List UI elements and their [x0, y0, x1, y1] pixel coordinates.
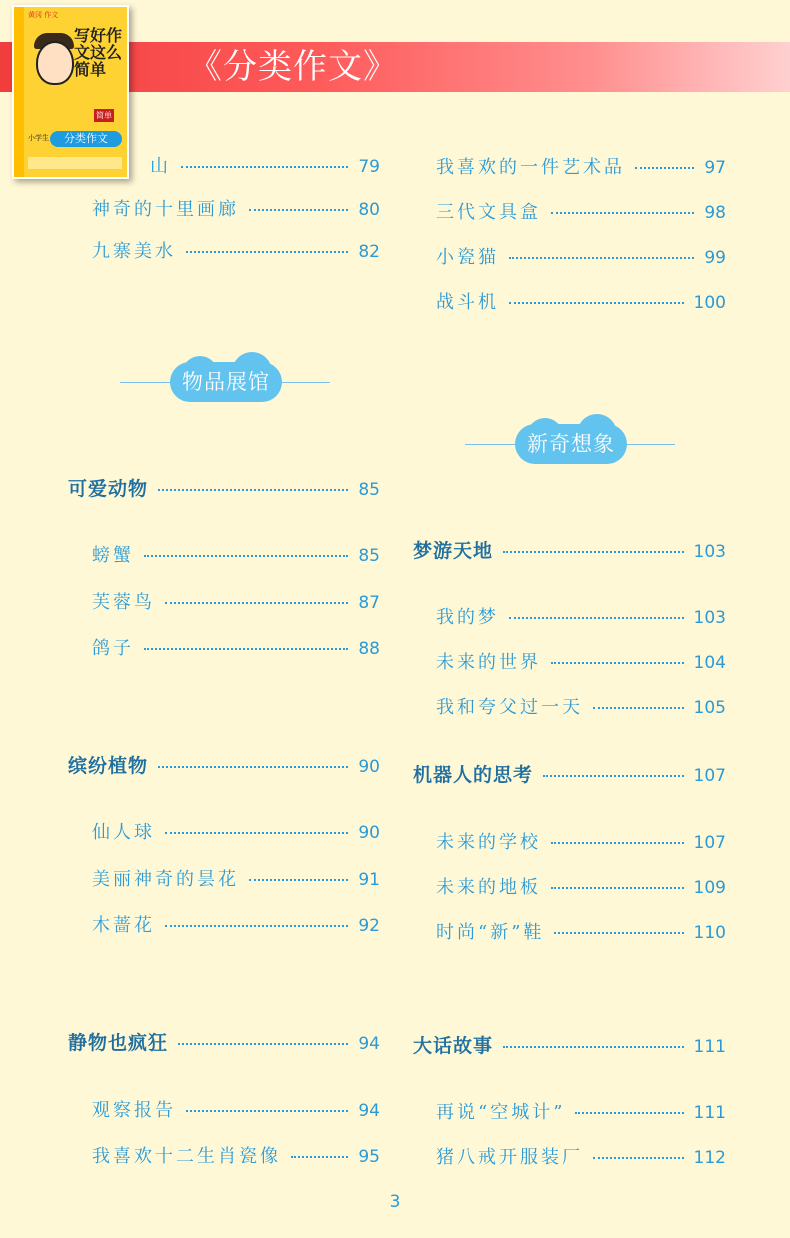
entry-title: 木蔷花	[92, 915, 155, 936]
entry-page: 100	[693, 293, 726, 313]
entry-page: 99	[704, 248, 726, 268]
dot-leader	[551, 662, 684, 664]
dot-leader	[503, 1046, 684, 1048]
dot-leader	[551, 842, 684, 844]
entry-page: 107	[693, 833, 726, 853]
toc-entry[interactable]	[150, 152, 380, 178]
book-cover-image	[12, 5, 129, 179]
book-badge: 简单	[96, 111, 112, 120]
toc-entry[interactable]	[92, 634, 380, 660]
dot-leader	[291, 1156, 348, 1158]
entry-page: 103	[693, 608, 726, 628]
entry-title: 九寨美水	[92, 241, 176, 262]
toc-entry[interactable]	[436, 1098, 726, 1124]
section-line	[120, 382, 174, 383]
dot-leader	[593, 1157, 684, 1159]
book-spine	[14, 7, 24, 177]
toc-entry[interactable]	[436, 918, 726, 944]
toc-entry[interactable]	[92, 1142, 380, 1168]
toc-category[interactable]	[68, 1028, 380, 1055]
entry-title: 我喜欢的一件艺术品	[436, 157, 625, 178]
dot-leader	[509, 302, 684, 304]
book-bottom-strip	[28, 157, 122, 169]
entry-title: 仙人球	[92, 822, 155, 843]
entry-title: 神奇的十里画廊	[92, 199, 239, 220]
toc-category[interactable]	[413, 1031, 726, 1058]
toc-entry[interactable]	[92, 911, 380, 937]
section-header-left	[120, 350, 330, 406]
page-number: 3	[389, 1192, 401, 1212]
entry-title: 未来的学校	[436, 832, 541, 853]
entry-title: 小瓷猫	[436, 247, 499, 268]
toc-entry[interactable]	[436, 873, 726, 899]
banner-title: 《分类作文》	[188, 47, 398, 87]
toc-entry[interactable]	[436, 603, 726, 629]
category-page: 85	[358, 480, 380, 500]
toc-entry[interactable]	[436, 153, 726, 179]
category-page: 111	[693, 1037, 726, 1057]
dot-leader	[635, 167, 694, 169]
entry-title: 我喜欢十二生肖瓷像	[92, 1146, 281, 1167]
dot-leader	[593, 707, 684, 709]
cartoon-face-icon	[36, 41, 74, 85]
dot-leader	[249, 209, 348, 211]
entry-title: 三代文具盒	[436, 202, 541, 223]
toc-entry[interactable]	[92, 588, 380, 614]
dot-leader	[165, 832, 348, 834]
entry-page: 87	[358, 593, 380, 613]
toc-category[interactable]	[68, 751, 380, 778]
entry-title: 战斗机	[436, 292, 499, 313]
book-top-text: 黄冈 作文	[28, 11, 59, 19]
section-title: 物品展馆	[182, 370, 270, 394]
entry-page: 105	[693, 698, 726, 718]
entry-title: 鸽子	[92, 638, 134, 659]
entry-page: 88	[358, 639, 380, 659]
section-line	[621, 444, 675, 445]
dot-leader	[181, 166, 348, 168]
entry-page: 109	[693, 878, 726, 898]
entry-page: 92	[358, 916, 380, 936]
category-page: 90	[358, 757, 380, 777]
entry-title: 我的梦	[436, 607, 499, 628]
toc-entry[interactable]	[436, 243, 726, 269]
dot-leader	[509, 617, 684, 619]
category-page: 107	[693, 766, 726, 786]
entry-page: 79	[358, 157, 380, 177]
toc-entry[interactable]	[436, 288, 726, 314]
dot-leader	[165, 602, 348, 604]
category-title: 梦游天地	[413, 540, 494, 562]
dot-leader	[144, 648, 348, 650]
toc-entry[interactable]	[436, 198, 726, 224]
entry-page: 90	[358, 823, 380, 843]
entry-title: 芙蓉鸟	[92, 592, 155, 613]
toc-category[interactable]	[68, 474, 380, 501]
dot-leader	[554, 932, 683, 934]
toc-entry[interactable]	[436, 648, 726, 674]
entry-page: 98	[704, 203, 726, 223]
book-headline: 写好作文这么简单	[74, 26, 123, 79]
entry-page: 95	[358, 1147, 380, 1167]
dot-leader	[186, 1110, 348, 1112]
toc-entry[interactable]	[92, 541, 380, 567]
dot-leader	[165, 925, 348, 927]
entry-title: 螃蟹	[92, 545, 134, 566]
dot-leader	[158, 766, 348, 768]
dot-leader	[575, 1112, 683, 1114]
toc-entry[interactable]	[92, 195, 380, 221]
entry-page: 104	[693, 653, 726, 673]
category-page: 103	[693, 542, 726, 562]
toc-entry[interactable]	[92, 237, 380, 263]
entry-page: 112	[693, 1148, 726, 1168]
dot-leader	[249, 879, 348, 881]
category-title: 静物也疯狂	[68, 1032, 169, 1054]
dot-leader	[186, 251, 348, 253]
entry-title: 未来的地板	[436, 877, 541, 898]
entry-page: 111	[693, 1103, 726, 1123]
category-title: 缤纷植物	[68, 755, 149, 777]
toc-entry[interactable]	[92, 865, 380, 891]
dot-leader	[144, 555, 348, 557]
section-line	[465, 444, 519, 445]
toc-entry[interactable]	[436, 693, 726, 719]
entry-title: 我和夸父过一天	[436, 697, 583, 718]
category-title: 大话故事	[413, 1035, 494, 1057]
entry-title: 猪八戒开服装厂	[436, 1147, 583, 1168]
category-title: 机器人的思考	[413, 764, 534, 786]
entry-page: 94	[358, 1101, 380, 1121]
dot-leader	[551, 887, 684, 889]
entry-page: 97	[704, 158, 726, 178]
dot-leader	[543, 775, 684, 777]
toc-category[interactable]	[413, 760, 726, 787]
section-line	[276, 382, 330, 383]
entry-page: 110	[693, 923, 726, 943]
section-header-right	[465, 412, 675, 468]
book-series: 小学生	[28, 134, 49, 142]
toc-entry[interactable]	[92, 1096, 380, 1122]
entry-page: 91	[358, 870, 380, 890]
entry-title: 未来的世界	[436, 652, 541, 673]
entry-page: 82	[358, 242, 380, 262]
entry-page: 85	[358, 546, 380, 566]
toc-entry[interactable]	[92, 818, 380, 844]
book-title-band: 分类作文	[50, 131, 122, 147]
category-page: 94	[358, 1034, 380, 1054]
entry-title: 观察报告	[92, 1100, 176, 1121]
toc-entry[interactable]	[436, 828, 726, 854]
entry-title: 再说“空城计”	[436, 1102, 566, 1123]
dot-leader	[158, 489, 348, 491]
entry-title: 山	[150, 156, 171, 177]
dot-leader	[509, 257, 694, 259]
section-title: 新奇想象	[527, 432, 615, 456]
category-title: 可爱动物	[68, 478, 149, 500]
toc-category[interactable]	[413, 536, 726, 563]
entry-page: 80	[358, 200, 380, 220]
entry-title: 美丽神奇的昙花	[92, 869, 239, 890]
dot-leader	[503, 551, 684, 553]
entry-title: 时尚“新”鞋	[436, 922, 545, 943]
dot-leader	[551, 212, 694, 214]
toc-entry[interactable]	[436, 1143, 726, 1169]
dot-leader	[178, 1043, 348, 1045]
